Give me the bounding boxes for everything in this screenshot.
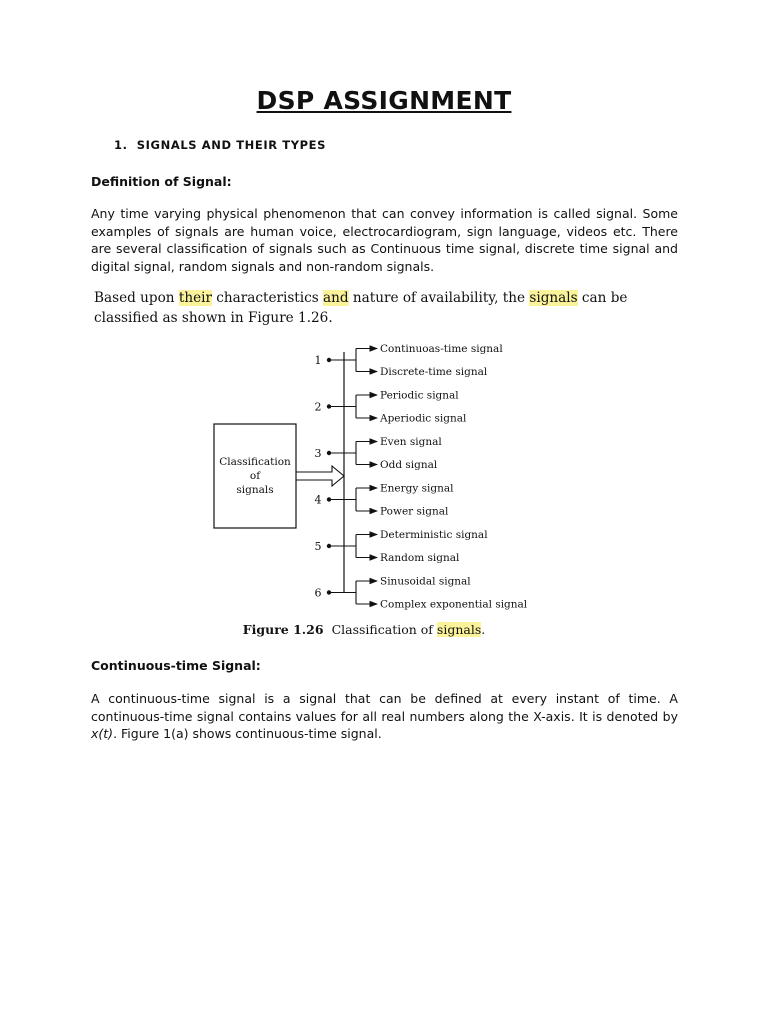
classification-item: Periodic signal [380,389,459,402]
classification-item: Power signal [380,505,449,518]
group-number: 6 [314,586,322,600]
classification-item: Energy signal [380,482,454,495]
classification-item: Continuoas-time signal [380,343,503,355]
excerpt-highlight-3: signals [529,290,578,306]
section-heading [114,138,326,152]
classification-diagram [200,338,540,614]
caption-end: . [481,622,486,637]
box-label-line-1: Classification [219,456,291,468]
definition-paragraph: Any time varying physical phenomenon that can convey information is called signal. Some examples of signals are human voice, electrocardiogram, sign language, videos etc. There are several classification of signals such as Continuous time signal, discrete time signal and digital signal, random signals and non-random signals. [91,206,678,274]
excerpt-text-2: characteristics [211,290,324,306]
box-label-line-2: of [249,470,261,482]
caption-text: Classification of [331,622,437,637]
ct-notation: x(t) [91,726,114,741]
classification-item: Odd signal [380,459,438,471]
continuous-time-paragraph [91,690,678,743]
ct-text-b: . Figure 1(a) shows continuous-time signal. [113,726,382,741]
classification-item: Deterministic signal [380,529,488,541]
excerpt-highlight-1: their [178,290,212,306]
classification-item: Complex exponential signal [380,598,528,611]
caption-label: Figure 1.26 [242,622,324,637]
classification-item: Discrete-time signal [380,366,488,378]
group-number: 2 [314,400,322,414]
excerpt-highlight-2: and [323,290,349,306]
document-title: DSP ASSIGNMENT [256,86,512,115]
group-number: 1 [314,354,322,367]
group-number: 3 [314,447,322,460]
caption-highlight: signals [436,622,482,637]
classification-item: Sinusoidal signal [380,575,471,588]
figure-caption [0,622,728,637]
section-title: SIGNALS AND THEIR TYPES [136,138,327,152]
excerpt-text-4: can be classified as shown in Figure 1.26. [94,290,628,326]
classification-item: Random signal [380,552,460,564]
continuous-time-heading: Continuous-time Signal: [91,658,261,673]
hollow-arrow [296,466,344,486]
excerpt-text-3: nature of availability, the [348,290,530,306]
excerpt-text-1: Based upon [94,290,179,306]
book-excerpt [94,288,694,328]
box-label-line-3: signals [236,484,274,496]
classification-item: Aperiodic signal [380,412,467,425]
section-number: 1. [114,138,128,152]
group-number: 5 [314,540,322,553]
ct-text-a: A continuous-time signal is a signal that can be defined at every instant of time. A continuous-time signal contains values for all real numbers along the X-axis. It is denoted by [91,691,678,724]
classification-item: Even signal [380,436,442,448]
group-number: 4 [314,493,322,507]
definition-heading: Definition of Signal: [91,174,232,189]
